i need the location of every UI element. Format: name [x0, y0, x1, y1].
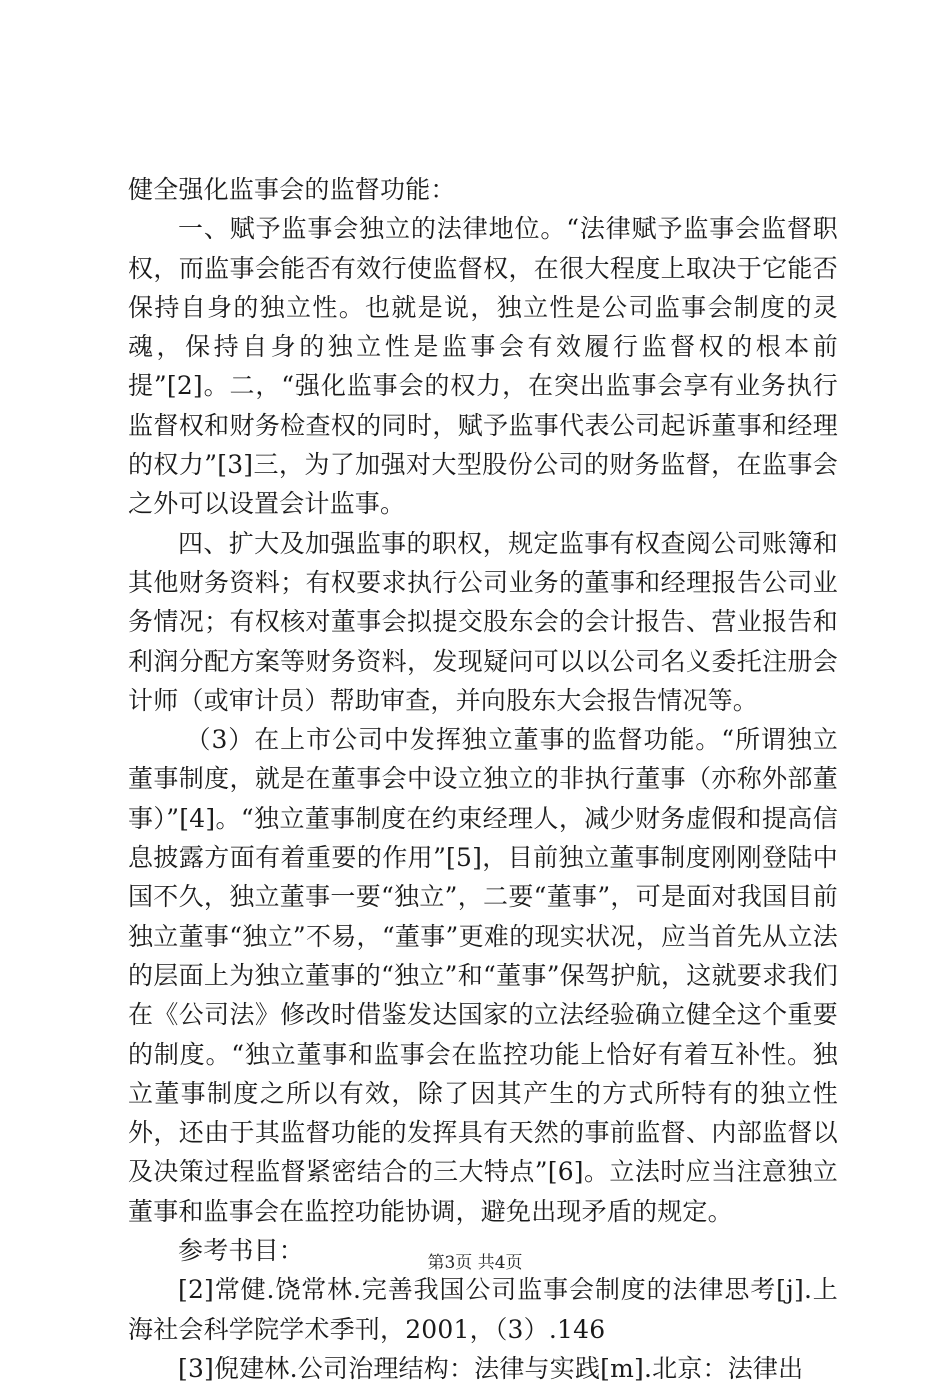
- document-body: [128, 170, 838, 1388]
- paragraph-supervisor-powers: 四、扩大及加强监事的职权，规定监事有权查阅公司账簿和其他财务资料；有权要求执行公司业务的董事和经理报告公司业务情况；有权核对董事会拟提交股东会的会计报告、营业报告和利润分配方案等财务资料，发现疑问可以以公司名义委托注册会计师（或审计员）帮助审查，并向股东大会报告情况等。: [128, 528, 838, 715]
- references-heading: 参考书目：: [178, 1236, 305, 1266]
- paragraph-independent-directors: （3）在上市公司中发挥独立董事的监督功能。“所谓独立董事制度，就是在董事会中设立独立的非执行董事（亦称外部董事）”[4]。“独立董事制度在约束经理人，减少财务虚假和提高信息披露方面有着重要的作用”[5]，目前独立董事制度刚刚登陆中国不久，独立董事一要“独立”，二要“董事”，可是面对我国目前独立董事“独立”不易，“董事”更难的现实状况，应当首先从立法的层面上为独立董事的“独立”和“董事”保驾护航，这就要求我们在《公司法》修改时借鉴发达国家的立法经验确立健全这个重要的制度。“独立董事和监事会在监控功能上恰好有着互补性。独立董事制度之所以有效，除了因其产生的方式所特有的独立性外，还由于其监督功能的发挥具有天然的事前监督、内部监督以及决策过程监督紧密结合的三大特点”[6]。立法时应当注意独立董事和监事会在监控功能协调，避免出现矛盾的规定。: [128, 725, 838, 1226]
- reference-item: [3]倪建林.公司治理结构：法律与实践[m].北京：法律出: [178, 1353, 804, 1383]
- paragraph-independence: 一、赋予监事会独立的法律地位。“法律赋予监事会监督职权，而监事会能否有效行使监督权，在很大程度上取决于它能否保持自身的独立性。也就是说，独立性是公司监事会制度的灵魂，保持自身的独立性是监事会有效履行监督权的根本前提”[2]。二，“强化监事会的权力，在突出监事会享有业务执行监督权和财务检查权的同时，赋予监事代表公司起诉董事和经理的权力”[3]三，为了加强对大型股份公司的财务监督，在监事会之外可以设置会计监事。: [128, 214, 838, 519]
- reference-item: [2]常健.饶常林.完善我国公司监事会制度的法律思考[j].上海社会科学院学术季刊，2001，（3）.146: [128, 1275, 838, 1344]
- page-footer: 第3页 共4页: [427, 1253, 523, 1273]
- paragraph-intro: 健全强化监事会的监督功能：: [128, 175, 456, 204]
